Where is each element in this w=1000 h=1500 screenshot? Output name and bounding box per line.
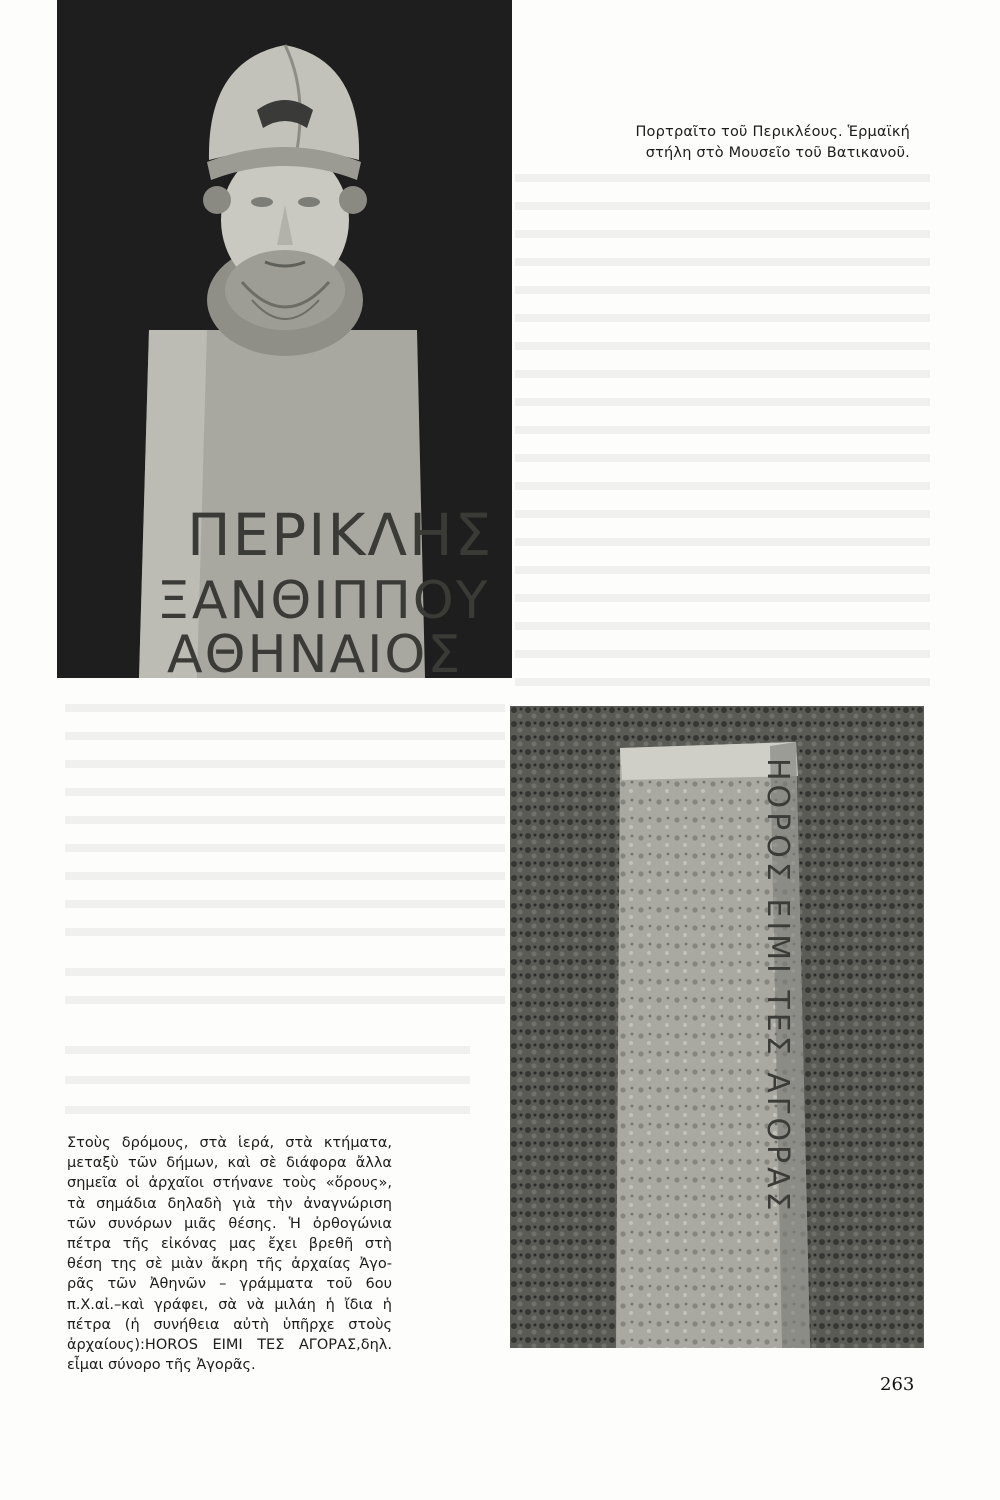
caption-line: πέτρα (ἡ συνήθεια αὐτὴ ὑπῆρχε στοὺς	[67, 1316, 392, 1333]
pericles-caption-line-1: Πορτραῖτο τοῦ Περικλέους. Ἑρμαϊκή	[635, 124, 910, 140]
bust-inscription-line-1: ΠΕΡΙΚΛΗΣ	[187, 501, 494, 569]
caption-line: εἶμαι σύνορο τῆς Ἀγορᾶς.	[67, 1357, 256, 1374]
caption-line: μεταξὺ τῶν δήμων, καὶ σὲ διάφορα ἄλλα	[67, 1155, 392, 1172]
stone-inscription: ΗΟΡΟΣ ΕΙΜΙ ΤΕΣ ΑΓΟΡΑΣ	[760, 758, 795, 1215]
pericles-caption-line-2: στήλη στὸ Μουσεῖο τοῦ Βατικανοῦ.	[645, 145, 910, 161]
bust-inscription-line-3: ΑΘΗΝΑΙΟΣ	[167, 625, 463, 678]
caption-line: πέτρα τῆς εἰκόνας μας ἔχει βρεθῆ στὴ	[67, 1236, 392, 1253]
bust-inscription-line-2: ΞΑΝΘΙΠΠΟΥ	[157, 571, 490, 631]
pericles-caption	[590, 122, 910, 164]
agora-boundary-stone-photo	[510, 706, 924, 1348]
caption-line: Στοὺς δρόμους, στὰ ἱερά, στὰ κτήματα,	[67, 1135, 392, 1151]
pericles-bust-photo	[57, 0, 512, 678]
boundary-stone-caption	[67, 1133, 392, 1375]
caption-line: θέση της σὲ μιὰν ἄκρη τῆς ἀρχαίας Ἀγο-	[67, 1256, 392, 1273]
page-number: 263	[880, 1374, 915, 1395]
caption-line: σημεῖα οἱ ἀρχαῖοι στήνανε τοὺς «ὅρους»,	[67, 1175, 392, 1192]
caption-line: τῶν συνόρων μιᾶς θέσης. Ἡ ὀρθογώνια	[67, 1215, 392, 1232]
caption-line: ἀρχαίους):HOROS EIMI ΤΕΣ ΑΓΟΡΑΣ,δηλ.	[67, 1337, 392, 1354]
caption-line: τὰ σημάδια δηλαδὴ γιὰ τὴν ἀναγνώριση	[67, 1195, 392, 1212]
caption-line: ρᾶς τῶν Ἀθηνῶν – γράμματα τοῦ 6ου	[67, 1276, 392, 1293]
caption-line: π.Χ.αἰ.–καὶ γράφει, σὰ νὰ μιλάη ἡ ἴδια ἡ	[67, 1296, 392, 1313]
